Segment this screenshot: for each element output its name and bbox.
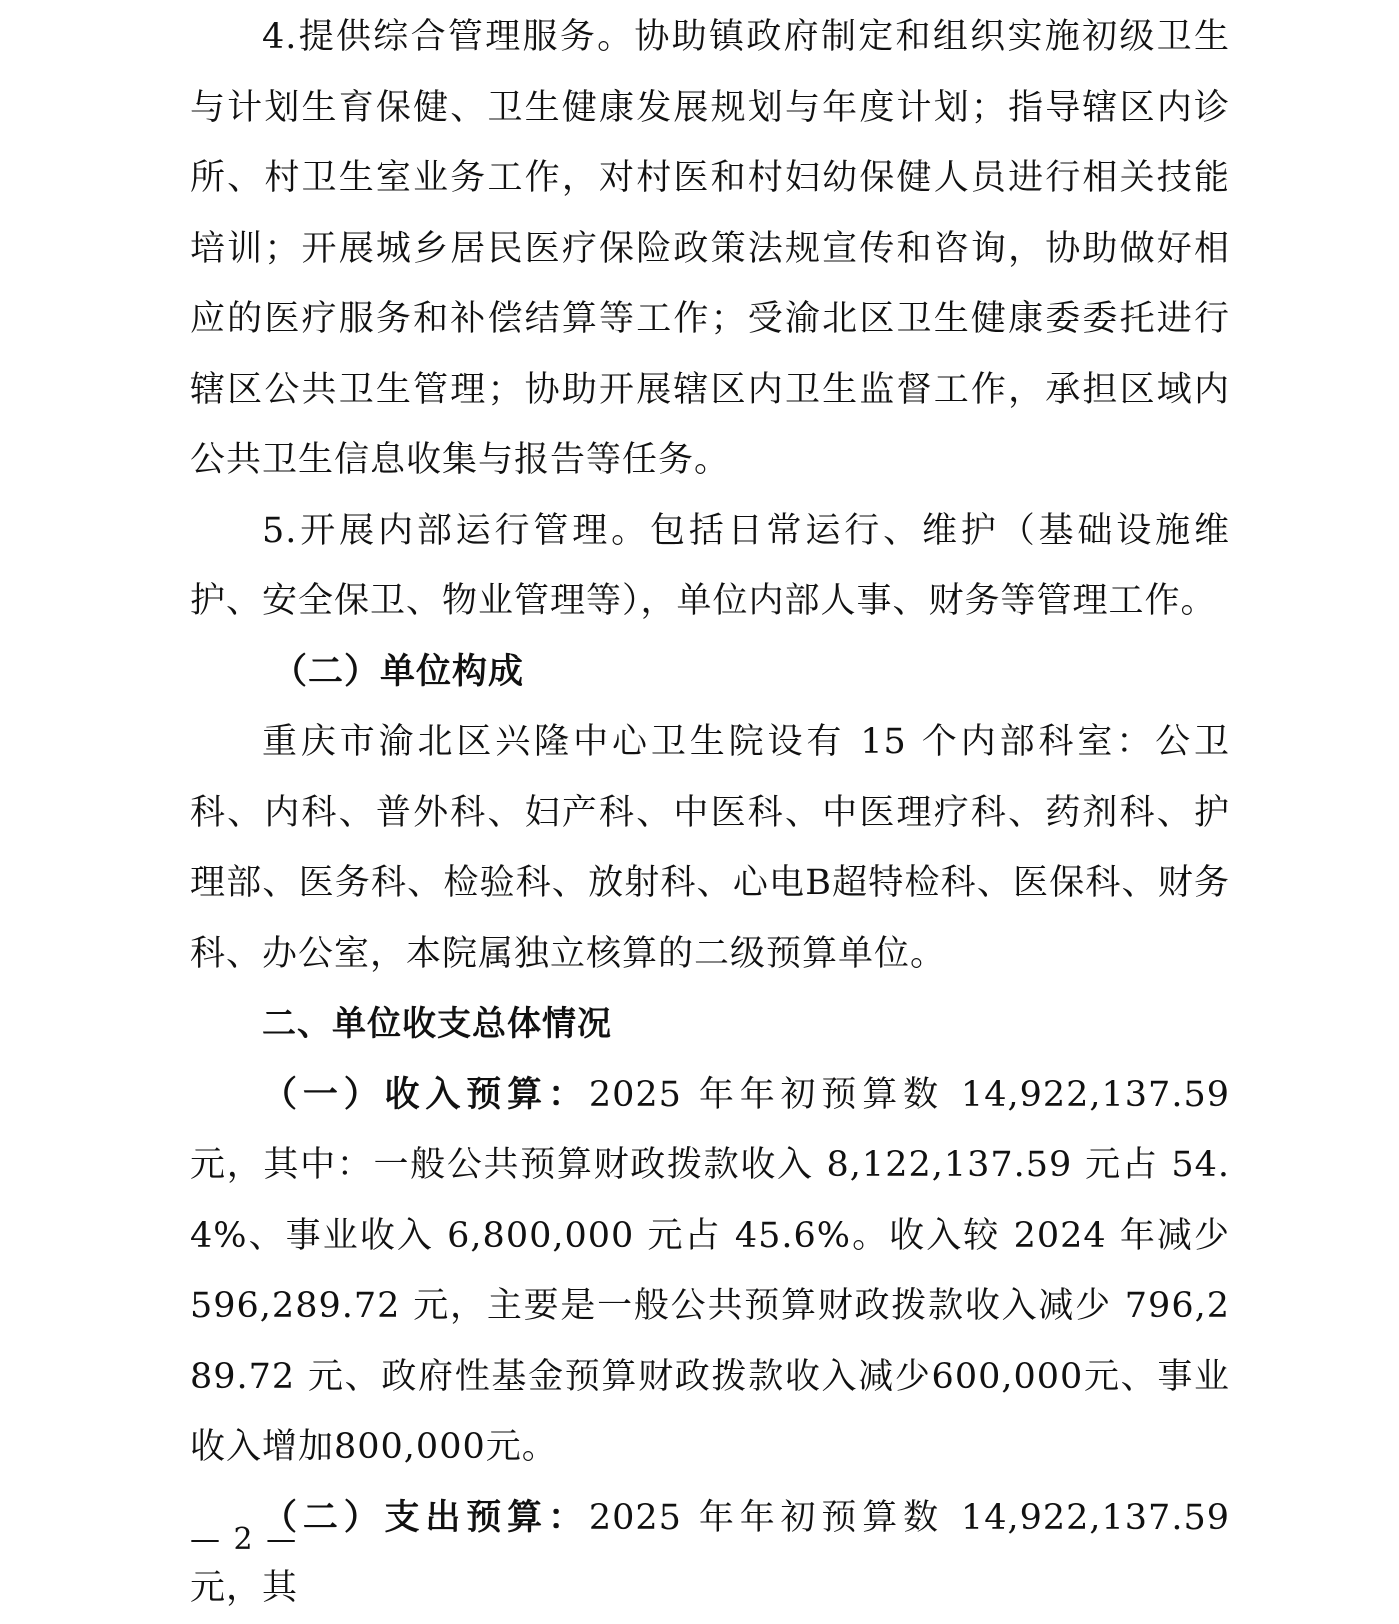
heading-income-expenditure: 二、单位收支总体情况 <box>262 1004 612 1044</box>
heading-unit-composition: （二）单位构成 <box>272 650 525 692</box>
income-budget-label: （一）收入预算： <box>262 1073 589 1115</box>
paragraph-expenditure-budget <box>190 1483 1230 1624</box>
expenditure-budget-label: （二）支出预算： <box>262 1496 589 1538</box>
income-budget-text: 2025 年年初预算数 14,922,137.59 元，其中：一般公共预算财政拨款收入 8,122,137.59 元占 54.4%、事业收入 6,800,000 元占 45.6%。收入较 2024 年减少 596,289.72 元，主要是一般公共预算财政拨款收入减少 796,289.72 元、政府性基金预算财政拨款收入减少600,000元、事业收入增加800,000元。 <box>190 1074 1230 1467</box>
page-number: — 2 — <box>190 1522 299 1557</box>
paragraph-departments: 重庆市渝北区兴隆中心卫生院设有 15 个内部科室：公卫科、内科、普外科、妇产科、中医科、中医理疗科、药剂科、护理部、医务科、检验科、放射科、心电B超特检科、医保科、财务科、办公室，本院属独立核算的二级预算单位。 <box>190 722 1230 974</box>
document-body <box>190 2 1230 1624</box>
paragraph-internal-operations: 5.开展内部运行管理。包括日常运行、维护（基础设施维护、安全保卫、物业管理等），单位内部人事、财务等管理工作。 <box>190 510 1230 621</box>
paragraph-management-services: 4.提供综合管理服务。协助镇政府制定和组织实施初级卫生与计划生育保健、卫生健康发展规划与年度计划；指导辖区内诊所、村卫生室业务工作，对村医和村妇幼保健人员进行相关技能培训；开展城乡居民医疗保险政策法规宣传和咨询，协助做好相应的医疗服务和补偿结算等工作；受渝北区卫生健康委委托进行辖区公共卫生管理；协助开展辖区内卫生监督工作，承担区域内公共卫生信息收集与报告等任务。 <box>190 17 1230 480</box>
expenditure-budget-text: 2025 年年初预算数 14,922,137.59 元，其 <box>190 1497 1230 1608</box>
paragraph-income-budget <box>190 1060 1230 1483</box>
